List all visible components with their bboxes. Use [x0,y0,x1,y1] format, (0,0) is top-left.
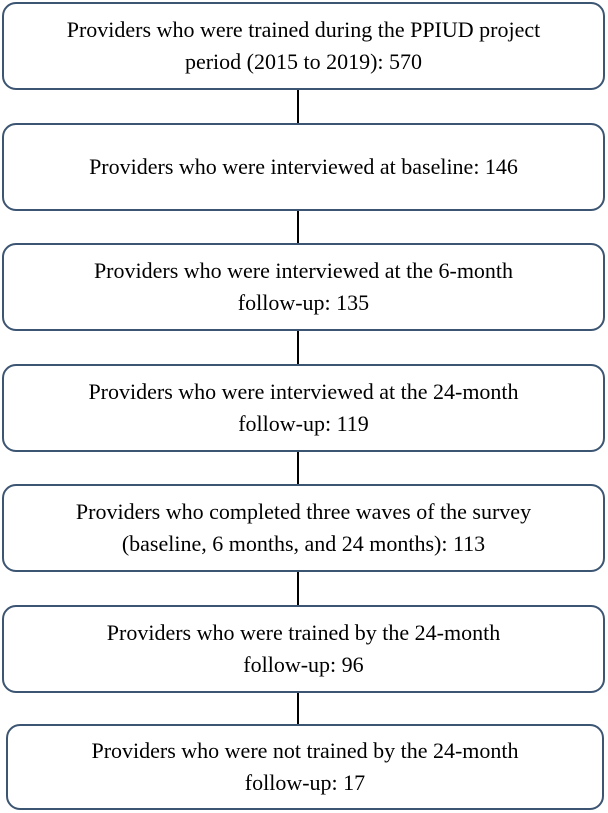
box-text-line: follow-up: 119 [238,411,369,436]
box-text-line: follow-up: 17 [244,770,366,795]
box-text-line: (baseline, 6 months, and 24 months): 113 [121,531,486,556]
box-text-line: Providers who were interviewed at the 24-month [88,379,519,404]
box-text-line: Providers who completed three waves of the survey [75,499,532,524]
box-text-line: Providers who were trained during the PPIUD project [66,17,541,42]
flow-box-three-waves [2,484,605,572]
box-text-line: Providers who were not trained by the 24-month [91,738,519,763]
box-text-line: follow-up: 96 [243,652,364,677]
flow-box-not-trained-24-month [6,724,604,810]
flow-box-6-month [2,243,605,331]
box-text-line: Providers who were trained by the 24-month [106,620,501,645]
flow-box-trained-total [2,2,605,90]
connector-line [297,452,299,484]
connector-line [297,90,299,123]
connector-line [297,331,299,364]
connector-line [297,572,299,605]
box-text-line: Providers who were interviewed at baseline: 146 [89,154,518,179]
connector-line [297,211,299,243]
box-text-line: Providers who were interviewed at the 6-month [93,258,514,283]
flow-box-baseline [2,123,605,211]
flow-box-24-month [2,364,605,452]
box-text-line: period (2015 to 2019): 570 [184,49,423,74]
connector-line [297,693,299,724]
box-text-line: follow-up: 135 [237,290,370,315]
flow-box-trained-24-month [2,605,605,693]
